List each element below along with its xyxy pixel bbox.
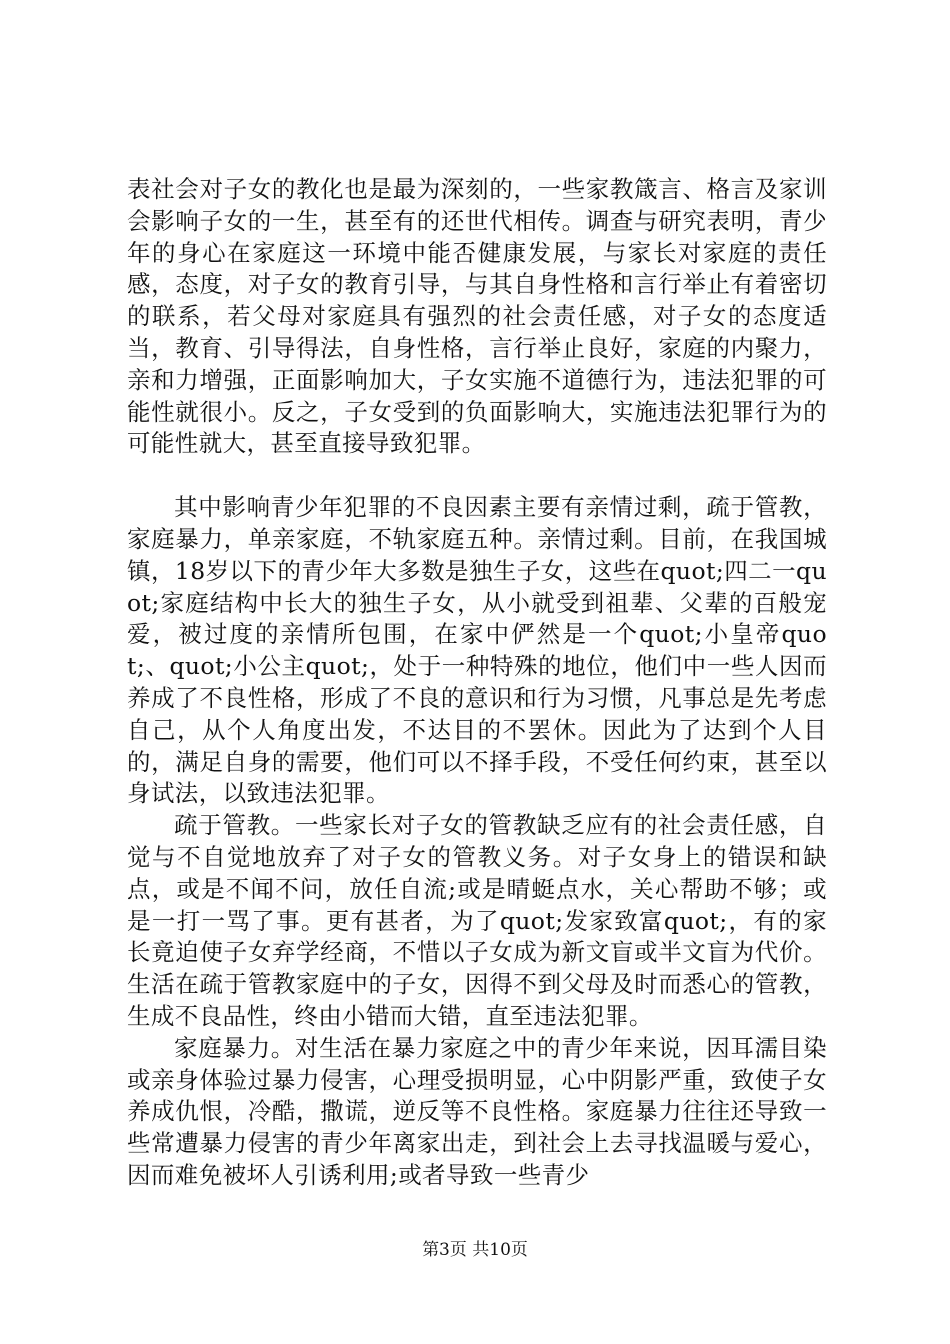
paragraph-1: 表社会对子女的教化也是最为深刻的，一些家教箴言、格言及家训会影响子女的一生，甚至有的还世代相传。调查与研究表明，青少年的身心在家庭这一环境中能否健康发展，与家长对家庭的责任感，态度，对子女的教育引导，与其自身性格和言行举止有着密切的联系，若父母对家庭具有强烈的社会责任感，对子女的态度适当，教育、引导得法，自身性格，言行举止良好，家庭的内聚力，亲和力增强，正面影响加大，子女实施不道德行为，违法犯罪的可能性就很小。反之，子女受到的负面影响大，实施违法犯罪行为的可能性就大，甚至直接导致犯罪。 (127, 175, 827, 458)
page-number-footer: 第3页 共10页 (422, 1240, 528, 1260)
paragraph-3: 疏于管教。一些家长对子女的管教缺乏应有的社会责任感，自觉与不自觉地放弃了对子女的管教义务。对子女身上的错误和缺点，或是不闻不问，放任自流;或是晴蜓点水，关心帮助不够；或是一打一骂了事。更有甚者，为了quot;发家致富quot;，有的家长竟迫使子女弃学经商，不惜以子女成为新文盲或半文盲为代价。生活在疏于管教家庭中的子女，因得不到父母及时而悉心的管教，生成不良品性，终由小错而大错，直至违法犯罪。 (127, 811, 827, 1030)
paragraph-2: 其中影响青少年犯罪的不良因素主要有亲情过剩，疏于管教，家庭暴力，单亲家庭，不轨家庭五种。亲情过剩。目前，在我国城镇，18岁以下的青少年大多数是独生子女，这些在quot;四二一quot;家庭结构中长大的独生子女，从小就受到祖辈、父辈的百般宠爱，被过度的亲情所包围，在家中俨然是一个quot;小皇帝quot;、quot;小公主quot;，处于一种特殊的地位，他们中一些人因而养成了不良性格，形成了不良的意识和行为习惯，凡事总是先考虑自己，从个人角度出发，不达目的不罢休。因此为了达到个人目的，满足自身的需要，他们可以不择手段，不受任何约束，甚至以身试法，以致违法犯罪。 (127, 493, 827, 808)
document-body (127, 174, 827, 1192)
paragraph-4: 家庭暴力。对生活在暴力家庭之中的青少年来说，因耳濡目染或亲身体验过暴力侵害，心理受损明显，心中阴影严重，致使子女养成仇恨，冷酷，撒谎，逆反等不良性格。家庭暴力往往还导致一些常遭暴力侵害的青少年离家出走，到社会上去寻找温暖与爱心，因而难免被坏人引诱利用;或者导致一些青少 (127, 1033, 827, 1189)
